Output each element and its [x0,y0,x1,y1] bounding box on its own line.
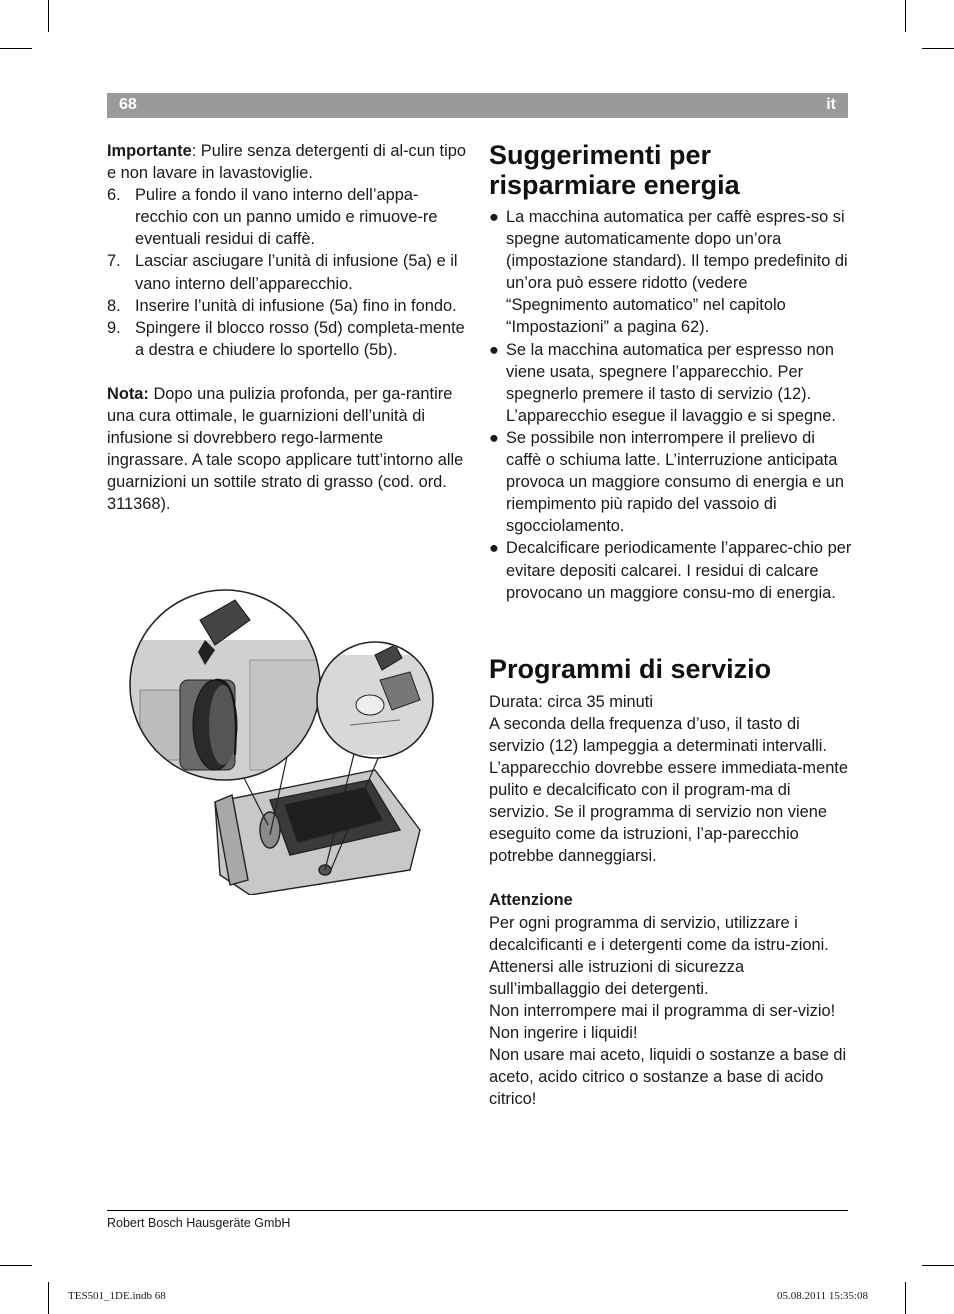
importante-label: Importante [107,142,192,160]
attention-para-2: Non interrompere mai il programma di ser-vizio! Non ingerire i liquidi! [489,1001,836,1042]
service-para-1: A seconda della frequenza d’uso, il tasto di servizio (12) lampeggia a determinati intervalli. [489,714,827,755]
page-number: 68 [119,96,137,113]
footer-company: Robert Bosch Hausgeräte GmbH [107,1216,291,1230]
list-item: 8. Inserire l’unità di infusione (5a) fino in fondo. [107,296,457,315]
nota-label: Nota: [107,384,149,403]
list-item: ● Se la macchina automatica per espresso non viene usata, spegnere l’apparecchio. Per spegnerlo premere il tasto di servizio (12). L’apparecchio esegue il lavaggio e si spegne. [489,340,836,425]
crop-mark [922,1265,954,1266]
service-duration: Durata: circa 35 minuti [489,692,653,711]
bullet-dot-icon: ● [489,208,499,226]
crop-mark [0,1265,32,1266]
bullet-dot-icon: ● [489,340,499,359]
list-item: ● Decalcificare periodicamente l’apparec-chio per evitare depositi calcarei. I residui di calcare provocano un maggiore consu-mo di energia. [489,539,852,602]
magnifier-large [130,590,330,790]
section-title-energy: Suggerimenti per risparmiare energia [489,140,740,200]
crop-mark [0,48,32,49]
magnifier-small [315,642,435,758]
bullet-dot-icon: ● [489,428,499,447]
nota-note [107,383,467,516]
nota-text: Dopo una pulizia profonda, per ga-rantire una cura ottimale, le guarnizioni dell’unità di infusione si dovrebbero rego-larmente ingrassare. A tale scopo applicare tutt’intorno alle guarnizioni un sottile strato di grasso (cod. ord. 311368). [107,384,464,514]
attention-title: Attenzione [489,891,573,910]
crop-mark [905,1282,906,1314]
crop-mark [922,48,954,49]
energy-tips-list [489,206,853,604]
brewing-unit-greasing-illustration-icon [120,580,440,895]
cleaning-steps [107,184,467,361]
importante-note [107,140,467,184]
print-timestamp: 05.08.2011 15:35:08 [777,1290,868,1302]
right-column [489,140,853,1110]
list-item: 9. Spingere il blocco rosso (5d) completa-mente a destra e chiudere lo sportello (5b). [107,318,465,359]
file-slug: TES501_1DE.indb 68 [68,1290,166,1302]
attention-para-1: Per ogni programma di servizio, utilizzare i decalcificanti e i detergenti come da istru-zioni. Attenersi alle istruzioni di sicurezza sull’imballaggio dei detergenti. [489,913,829,998]
language-code: it [826,96,836,113]
list-item: ● Se possibile non interrompere il prelievo di caffè o schiuma latte. L’interruzione anticipata provoca un maggiore consumo di energia e un riempimento più rapido del vassoio di sgocciolamento. [489,428,845,536]
service-para-2: L’apparecchio dovrebbe essere immediata-mente pulito e decalcificato con il program-ma di servizio. Se il programma di servizio non viene eseguito come da istruzioni, l’ap-parecchio potrebbe danneggiarsi. [489,758,848,866]
footer-rule [107,1210,848,1211]
crop-mark [905,0,906,32]
crop-mark [48,1282,49,1314]
list-item: 7. Lasciar asciugare l’unità di infusione (5a) e il vano interno dell’apparecchio. [107,252,458,293]
crop-mark [48,0,49,32]
list-item: ● La macchina automatica per caffè espres-so si spegne automaticamente dopo un’ora (impostazione standard). Il tempo predefinito di un’ora può essere ridotto (vedere “Spegnimento automatico” nel capitolo “Impostazioni” a pagina 62). [489,208,848,337]
left-column [107,140,467,516]
list-item: 6. Pulire a fondo il vano interno dell’appa-recchio con un panno umido e rimuove-re eventuali residui di caffè. [107,186,438,249]
importante-text: : Pulire senza detergenti di al-cun tipo e non lavare in lavastoviglie. [107,142,466,183]
attention-para-3: Non usare mai aceto, liquidi o sostanze a base di aceto, acido citrico o sostanze a base di acido citrico! [489,1046,847,1109]
section-title-service: Programmi di servizio [489,653,772,684]
page-header-bar [107,93,848,118]
machine-body [215,770,420,895]
bullet-dot-icon: ● [489,539,499,558]
